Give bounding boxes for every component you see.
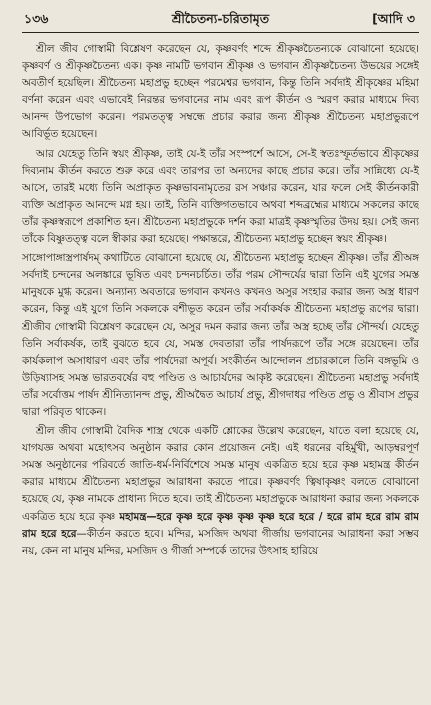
running-title: শ্রীচৈতন্য-চরিতামৃত bbox=[171, 11, 270, 26]
mahamantra: মহামন্ত্র—হরে কৃষ্ণ হরে কৃষ্ণ কৃষ্ণ কৃষ্ণ হরে হরে / হরে রাম হরে রাম রাম রাম হরে হরে bbox=[22, 510, 419, 540]
page-number: ১৩৬ bbox=[24, 11, 49, 26]
paragraph-3: সাঙ্গোপাঙ্গাস্ত্রপার্ষদম্ কথাটিতে বোঝানো হয়েছে যে, শ্রীচৈতন্য মহাপ্রভু হচ্ছেন শ্রীকৃষ্ণ। তাঁর শ্রীঅঙ্গ সর্বদাই চন্দনের অলঙ্কারে ভূষিত এবং চন্দনচর্চিত। তাঁর পরম সৌন্দর্যের দ্বারা তিনি এই যুগের সমস্ত মানুষকে মুগ্ধ করেন। অন্যান্য অবতারে ভগবান কখনও কখনও অসুর সংহার করার জন্য অস্ত্র ধারণ করেন, কিন্তু এই যুগে তিনি সকলকে বশীভূত করেন তাঁর সর্বাকর্ষক শ্রীচৈতন্য মহাপ্রভু রূপের দ্বারা। শ্রীজীব গোস্বামী বিশ্লেষণ করেছেন যে, অসুর দমন করার জন্য তাঁর অস্ত্র হচ্ছে তাঁর সৌন্দর্য। যেহেতু তিনি সর্বাকর্ষক, তাই বুঝতে হবে যে, সমস্ত দেবতারা তাঁর পার্ষদরূপে তাঁর সঙ্গে রয়েছেন। তাঁর কার্যকলাপ অসাধারণ এবং তাঁর পার্ষদেরা অপূর্ব। সংকীর্তন আন্দোলন প্রচারকালে তিনি বঙ্গভূমি ও উড়িষ্যাসহ সমস্ত ভারতবর্ষের বহু পণ্ডিত ও আচার্যদের আকৃষ্ট করেছেন। শ্রীচৈতন্য মহাপ্রভু সর্বদাই তাঁর সর্বোত্তম পার্ষদ শ্রীনিত্যানন্দ প্রভু, শ্রীঅদ্বৈত আচার্য প্রভু, শ্রীগদাধর পণ্ডিত প্রভু ও শ্রীবাস প্রভুর দ্বারা পরিবৃত থাকেন। bbox=[22, 252, 419, 418]
paragraph-1: শ্রীল জীব গোস্বামী বিশ্লেষণ করেছেন যে, কৃষ্ণবর্ণং শব্দে শ্রীকৃষ্ণচৈতন্যকে বোঝানো হয়েছে। কৃষ্ণবর্ণ ও শ্রীকৃষ্ণচৈতন্য এক। কৃষ্ণ নামটি ভগবান শ্রীকৃষ্ণ ও ভগবান শ্রীকৃষ্ণচৈতন্য উভয়ের সঙ্গেই অবতীর্ণ হয়েছিল। শ্রীচৈতন্য মহাপ্রভু হচ্ছেন পরমেশ্বর ভগবান, কিন্তু তিনি সর্বদাই শ্রীকৃষ্ণের মহিমা বর্ণনা করেন এবং এভাবেই নিরন্তর ভগবানের নাম এবং রূপ কীর্তন ও স্মরণ করার মাধ্যমে দিব্য আনন্দ উপভোগ করেন। পরমতত্ত্ব সম্বন্ধে প্রচার করার জন্য শ্রীকৃষ্ণ শ্রীচৈতন্য মহাপ্রভুরূপে আবির্ভূত হয়েছেন। bbox=[22, 43, 419, 141]
paragraph-4-text: শ্রীল জীব গোস্বামী বৈদিক শাস্ত্র থেকে একটি শ্লোকের উল্লেখ করেছেন, যাতে বলা হয়েছে যে, যাগযজ্ঞ অথবা মহোৎসব অনুষ্ঠান করার কোন প্রয়োজন নেই। এই ধরনের বহির্মুখী, আড়ম্বরপূর্ণ সমস্ত অনুষ্ঠানের পরিবর্তে জাতি-ধর্ম-নির্বিশেষে সমস্ত মানুষ একত্রিত হয়ে হরে কৃষ্ণ মহামন্ত্র কীর্তন করার মাধ্যমে শ্রীচৈতন্য মহাপ্রভুর আরাধনা করতে পারে। কৃষ্ণবর্ণং ত্বিষাকৃষ্ণং বলতে বোঝানো হয়েছে যে, কৃষ্ণ নামকে প্রাধান্য দিতে হবে। তাই শ্রীচৈতন্য মহাপ্রভুকে আরাধনা করার জন্য সকলকে একত্রিত হয়ে হরে কৃষ্ণ bbox=[22, 425, 419, 523]
closing-text: —কীর্তন করতে হবে। মন্দির, মসজিদ অথবা গীর্জায় ভগবানের আরাধনা করা সম্ভব নয়, কেন না মানুষ মন্দির, মসজিদ ও গীর্জা সম্পর্কে তাদের উৎসাহ হারিয়ে bbox=[22, 527, 419, 557]
page-header bbox=[22, 6, 419, 33]
paragraph-4 bbox=[22, 423, 419, 560]
page-body bbox=[22, 41, 419, 560]
paragraph-2: আর যেহেতু তিনি স্বয়ং শ্রীকৃষ্ণ, তাই যে-ই তাঁর সংস্পর্শে আসে, সে-ই স্বতঃস্ফূর্তভাবে শ্রীকৃষ্ণের দিব্যনাম কীর্তন করতে শুরু করে এবং তারপর তা অন্যদের কাছে প্রচার করে। তাঁর সান্নিধ্যে যে-ই আসে, তারই মধ্যে তিনি অপ্রাকৃত কৃষ্ণভাবনামৃতের রস সঞ্চার করেন, যার ফলে সেই কীর্তনকারী ব্যক্তি অপ্রাকৃত আনন্দে মগ্ন হয়। তাই, তিনি ব্যক্তিগতভাবে অথবা শব্দব্রহ্মের মাধ্যমে সকলের কাছে তাঁর কৃষ্ণস্বরূপে প্রকাশিত হন। শ্রীচৈতন্য মহাপ্রভুকে দর্শন করা মাত্রই কৃষ্ণস্মৃতির উদয় হয়। সেই জন্য তাঁকে বিষ্ণুতত্ত্ব বলে স্বীকার করা হয়েছে। পক্ষান্তরে, শ্রীচৈতন্য মহাপ্রভু হচ্ছেন স্বয়ং শ্রীকৃষ্ণ। bbox=[22, 147, 419, 246]
chapter-label: [আদি ৩ bbox=[372, 11, 415, 26]
